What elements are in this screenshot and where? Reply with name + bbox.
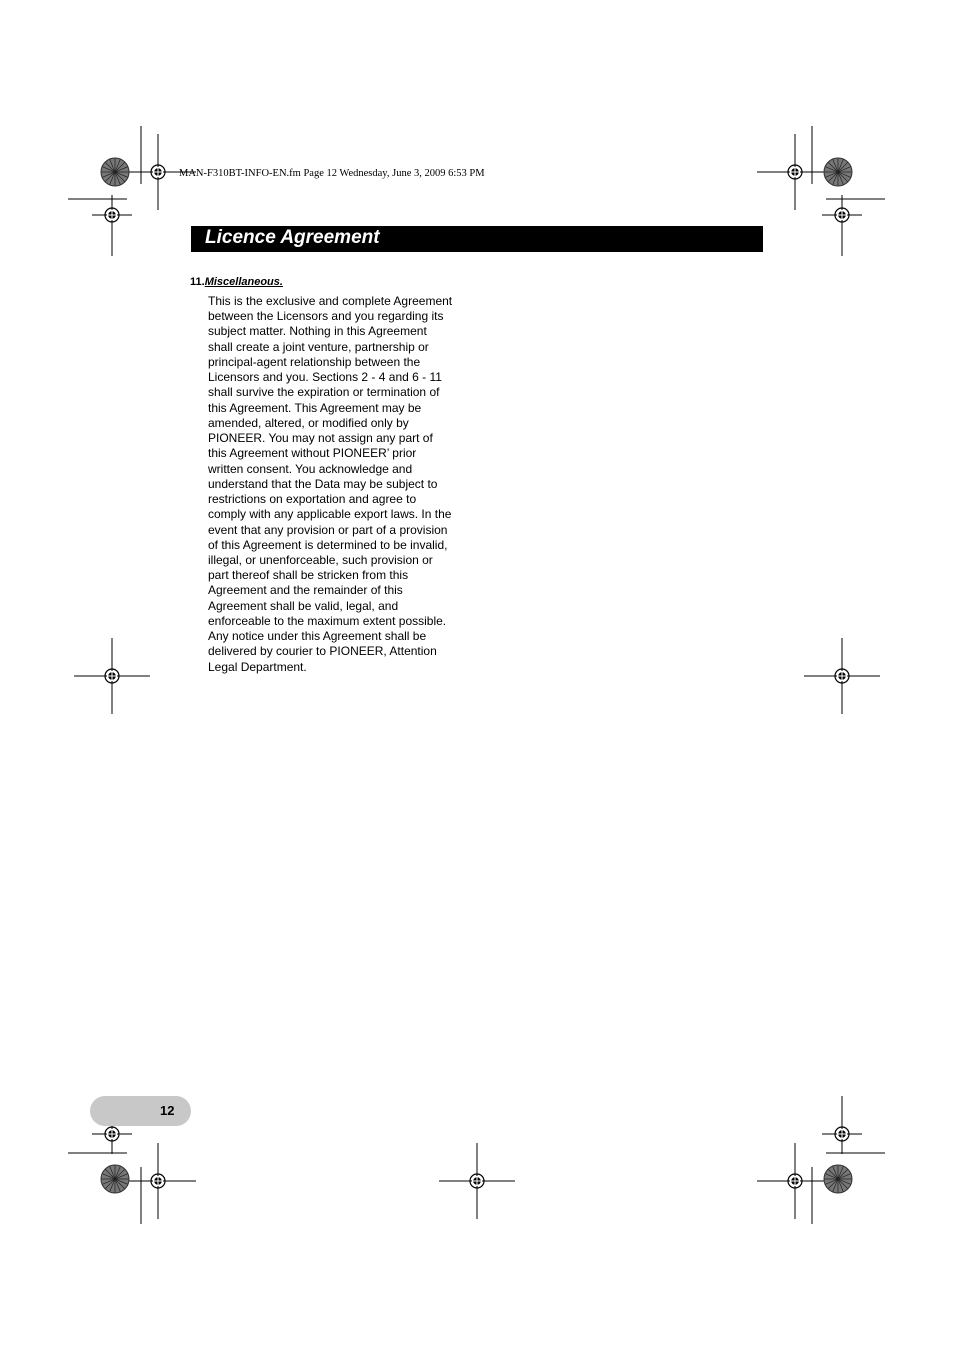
body-line: Any notice under this Agreement shall be — [208, 629, 427, 644]
page-title: Licence Agreement — [205, 227, 380, 248]
section-title: Miscellaneous. — [204, 276, 283, 288]
body-line: event that any provision or part of a provision — [208, 522, 448, 537]
body-line: PIONEER. You may not assign any part of — [208, 431, 433, 446]
page-number-tab — [90, 1096, 191, 1126]
body-line: shall survive the expiration or termination of — [208, 385, 440, 400]
section-number: 11. — [190, 276, 205, 288]
section-body — [208, 294, 470, 675]
body-line: illegal, or unenforceable, such provision or — [208, 552, 433, 567]
body-line: this Agreement without PIONEER’ prior — [208, 446, 417, 461]
body-line: amended, altered, or modified only by — [208, 415, 409, 430]
body-line: Agreement shall be valid, legal, and — [208, 598, 399, 613]
body-line: subject matter. Nothing in this Agreement — [208, 324, 427, 339]
body-line: This is the exclusive and complete Agreement — [208, 294, 453, 308]
body-line: comply with any applicable export laws. In the — [208, 507, 452, 522]
body-line: between the Licensors and you regarding its — [208, 309, 444, 324]
body-line: Legal Department. — [208, 659, 307, 674]
body-line: written consent. You acknowledge and — [208, 461, 413, 476]
body-line: principal-agent relationship between the — [208, 354, 421, 369]
body-line: enforceable to the maximum extent possible. — [208, 613, 447, 628]
body-line: delivered by courier to PIONEER, Attention — [208, 644, 437, 659]
body-line: shall create a joint venture, partnership or — [208, 339, 429, 354]
title-bar — [191, 226, 763, 252]
body-line: of this Agreement is determined to be invalid, — [208, 537, 448, 552]
page-number: 12 — [160, 1103, 175, 1118]
body-line: part thereof shall be stricken from this — [208, 568, 409, 583]
body-line: restrictions on exportation and agree to — [208, 492, 417, 507]
section-heading — [190, 276, 283, 288]
body-line: this Agreement. This Agreement may be — [208, 400, 422, 415]
body-line: Licensors and you. Sections 2 - 4 and 6 - 11 — [208, 370, 442, 385]
body-line: understand that the Data may be subject to — [208, 476, 438, 491]
body-line: Agreement and the remainder of this — [208, 583, 403, 598]
file-info-header: MAN-F310BT-INFO-EN.fm Page 12 Wednesday, June 3, 2009 6:53 PM — [179, 168, 485, 179]
